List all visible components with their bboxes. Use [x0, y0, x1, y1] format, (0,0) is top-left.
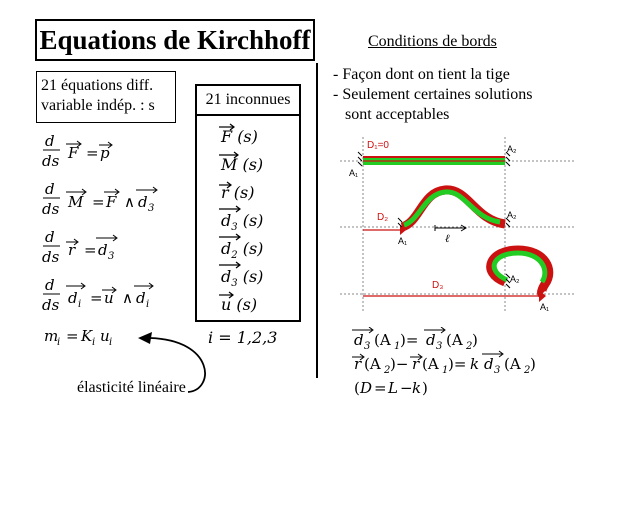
label-a1-row3: A₁: [540, 302, 550, 312]
svg-text:d: d: [45, 180, 55, 198]
unknowns-box: [195, 84, 301, 322]
page-title: Equations de Kirchhoff: [35, 19, 315, 61]
label-d1: D₁=0: [367, 140, 389, 151]
label-ell: ℓ: [445, 232, 450, 245]
svg-text:d: d: [426, 331, 436, 349]
svg-text:d: d: [138, 193, 148, 211]
svg-text:ds: ds: [42, 152, 60, 170]
svg-text:d: d: [136, 289, 146, 307]
svg-text:(A: (A: [504, 355, 521, 373]
svg-text:): ): [530, 355, 536, 373]
unknown-u: u (s): [221, 295, 258, 314]
svg-text:∧: ∧: [124, 193, 135, 211]
elasticity-label: élasticité linéaire: [77, 379, 186, 396]
svg-text:)−: )−: [390, 355, 409, 373]
label-a1-row2: A₁: [398, 236, 408, 246]
svg-text:(A: (A: [364, 355, 381, 373]
index-range: i = 1,2,3: [208, 328, 278, 347]
svg-text:F: F: [68, 144, 79, 162]
column-divider: [316, 63, 318, 378]
label-a2-row2: A₂: [507, 210, 517, 220]
rod-diagram: [340, 132, 625, 317]
unknown-moment: M (s): [221, 155, 264, 174]
svg-text:m: m: [44, 327, 59, 345]
svg-text:d: d: [354, 331, 364, 349]
svg-text:3: 3: [364, 341, 371, 352]
label-d2: D₂: [377, 212, 389, 223]
unknown-d2: $d_2$ (s): [221, 239, 264, 261]
svg-text:u: u: [104, 289, 114, 307]
unknown-force: F (s): [221, 127, 258, 146]
svg-text:r: r: [354, 355, 362, 373]
equations-count-line: 21 équations diff.: [41, 77, 154, 94]
svg-text:=: =: [92, 193, 105, 211]
svg-text:p: p: [100, 144, 110, 162]
svg-text:i: i: [146, 299, 150, 310]
bullet-hold: - Façon dont on tient la tige: [333, 66, 510, 83]
bullet-acceptable: sont acceptables: [345, 106, 450, 123]
unknown-position: r (s): [221, 183, 255, 202]
svg-text:k: k: [470, 355, 480, 373]
svg-text:=: =: [66, 327, 79, 345]
svg-text:(: (: [354, 379, 360, 397]
svg-text:−: −: [400, 379, 413, 397]
label-a2-row3: A₂: [510, 274, 520, 284]
svg-text:3: 3: [148, 203, 155, 214]
variable-line: variable indép. : s: [41, 97, 155, 114]
svg-text:d: d: [98, 241, 108, 259]
boundary-title: Conditions de bords: [368, 33, 497, 50]
label-a2-row1: A₂: [507, 144, 517, 154]
svg-text:d: d: [68, 289, 78, 307]
svg-text:=: =: [86, 144, 99, 162]
svg-text:)=: )=: [448, 355, 467, 373]
svg-text:(A: (A: [374, 331, 391, 349]
svg-text:3: 3: [494, 365, 501, 376]
svg-text:d: d: [45, 228, 55, 246]
unknowns-header: 21 inconnues: [197, 86, 299, 116]
svg-text:2: 2: [466, 341, 473, 352]
svg-text:ds: ds: [42, 296, 60, 314]
svg-text:d: d: [484, 355, 494, 373]
boundary-bullets: [333, 65, 533, 125]
svg-text:)=: )=: [400, 331, 419, 349]
svg-text:2: 2: [524, 365, 531, 376]
unknown-d3-bis: $d_3$ (s): [221, 267, 264, 289]
svg-text:(A: (A: [446, 331, 463, 349]
svg-text:D: D: [360, 379, 373, 397]
svg-text:3: 3: [436, 341, 443, 352]
svg-text:u: u: [100, 327, 110, 345]
svg-text:i: i: [57, 337, 61, 348]
svg-text:i: i: [92, 337, 96, 348]
equations-count-box: [36, 71, 176, 123]
svg-text:K: K: [81, 327, 93, 345]
label-d3: D₃: [432, 280, 444, 291]
svg-text:ds: ds: [42, 200, 60, 218]
unknowns-list: [197, 116, 299, 322]
svg-text:=: =: [374, 379, 387, 397]
svg-text:): ): [422, 379, 428, 397]
svg-text:r: r: [412, 355, 420, 373]
svg-text:d: d: [45, 276, 55, 294]
bullet-solutions: - Seulement certaines solutions: [333, 86, 533, 103]
svg-text:(A: (A: [422, 355, 439, 373]
svg-text:=: =: [90, 289, 103, 307]
boundary-equations: [350, 327, 620, 402]
svg-text:d: d: [45, 132, 55, 150]
svg-text:r: r: [68, 241, 76, 259]
svg-text:): ): [472, 331, 478, 349]
label-a1-row1: A₁: [349, 168, 359, 178]
svg-text:ds: ds: [42, 248, 60, 266]
svg-text:2: 2: [384, 365, 391, 376]
svg-text:k: k: [412, 379, 422, 397]
svg-text:∧: ∧: [122, 289, 133, 307]
svg-text:=: =: [84, 241, 97, 259]
svg-text:L: L: [388, 379, 398, 397]
svg-text:i: i: [78, 299, 82, 310]
svg-text:i: i: [109, 337, 113, 348]
svg-text:3: 3: [108, 251, 115, 262]
unknown-d3: $d_3$ (s): [221, 211, 264, 233]
svg-text:F: F: [106, 193, 117, 211]
svg-text:1: 1: [394, 341, 401, 352]
svg-text:M: M: [68, 193, 84, 211]
svg-text:1: 1: [442, 365, 449, 376]
